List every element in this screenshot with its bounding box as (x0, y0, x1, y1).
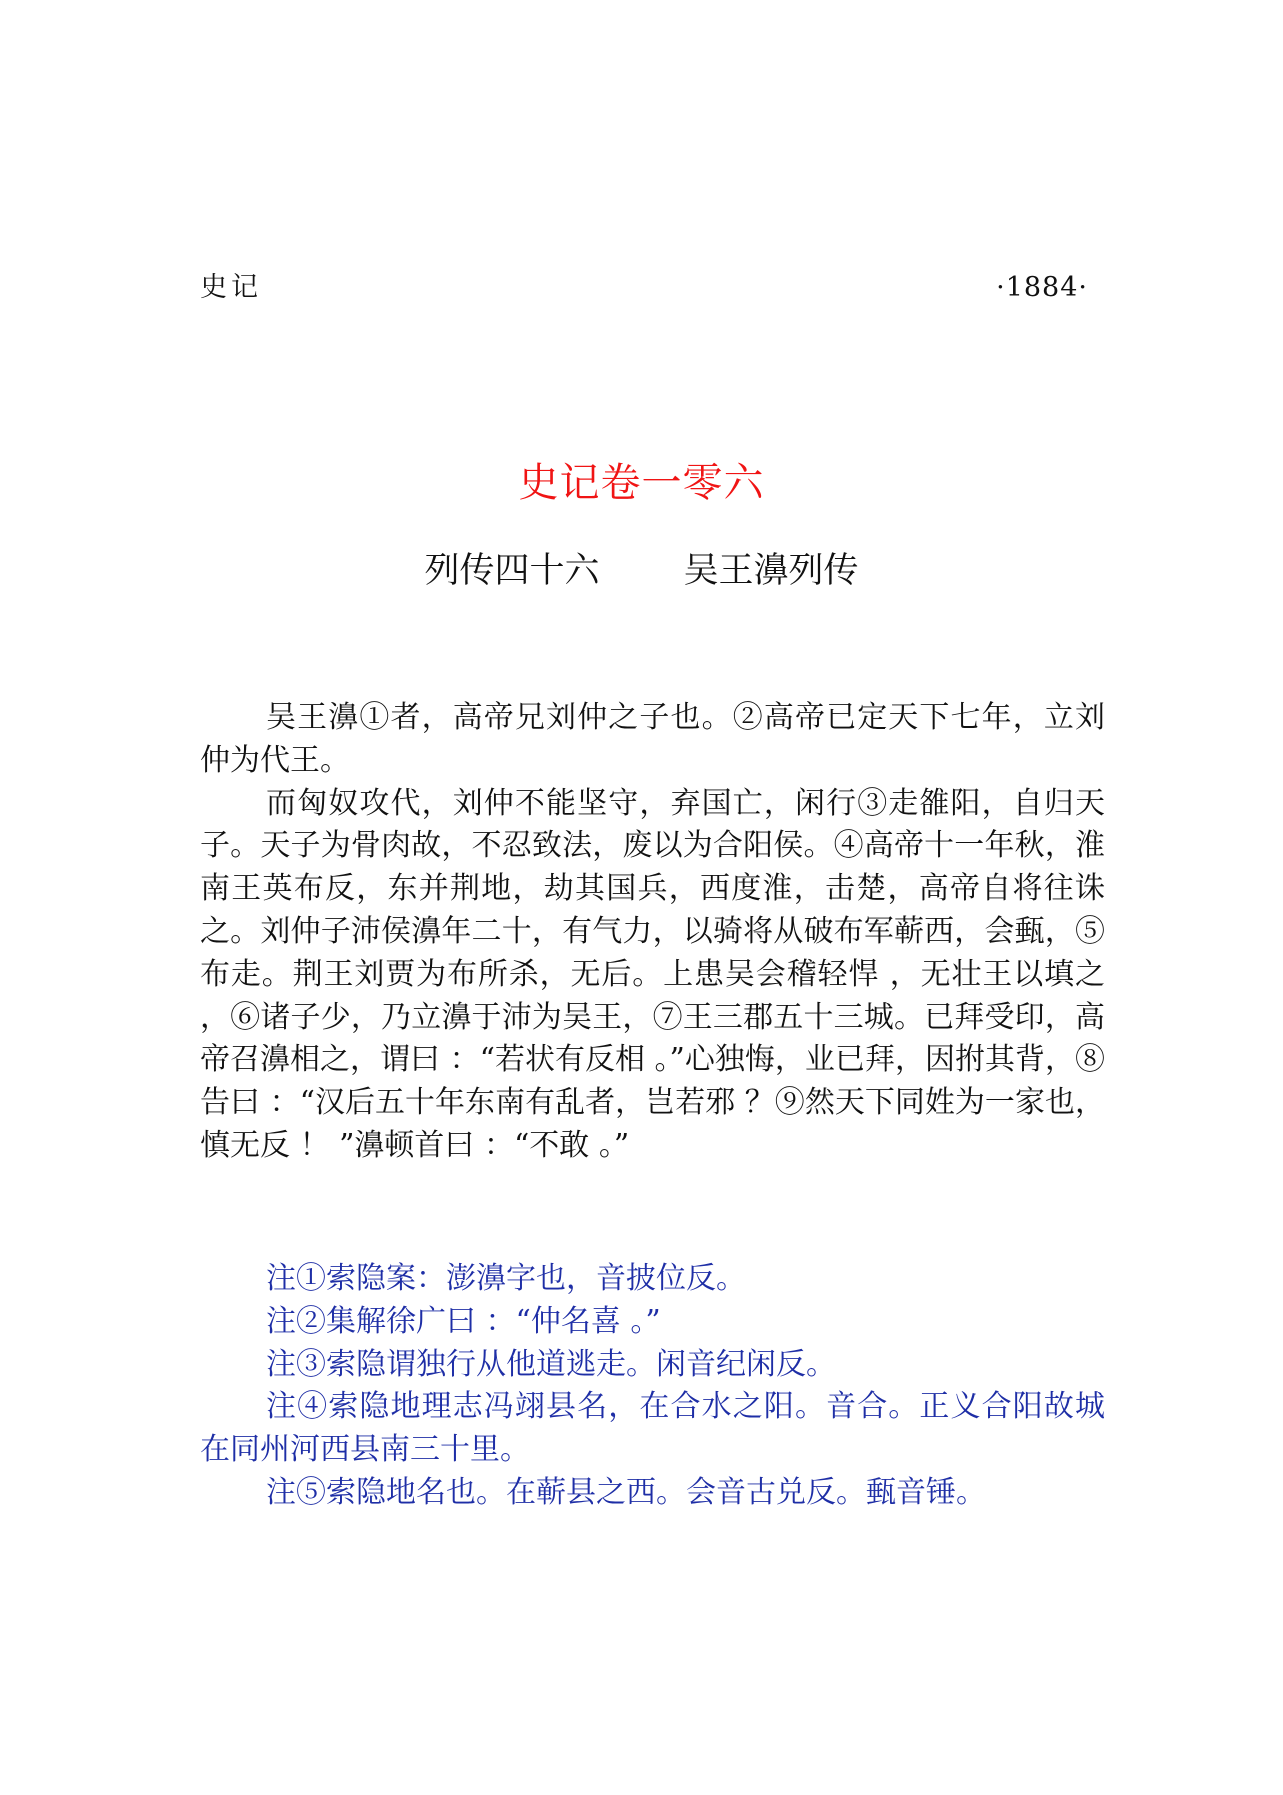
note-1: 注①索隐案：澎濞字也，音披位反。 (266, 1261, 746, 1296)
paragraph-1: 吴王濞①者，高帝兄刘仲之子也。②高帝已定天下七年，立刘仲为代王。 (200, 700, 1105, 778)
subtitle (0, 547, 1283, 595)
main-text (200, 697, 1105, 1168)
subtitle-name: 吴王濞列传 (683, 551, 859, 591)
note-5: 注⑤索隐地名也。在蕲县之西。会音古兑反。甀音锤。 (266, 1474, 986, 1510)
running-head (200, 268, 1088, 308)
paragraph-2: 而匈奴攻代，刘仲不能坚守，弃国亡，闲行③走雒阳，自归天子。天子为骨肉故，不忍致法，废以为合阳侯。④高帝十一年秋，淮南王英布反，东并荆地，劫其国兵，西度淮，击楚，高帝自将往诛之。刘仲子沛侯濞年二十，有气力，以骑将从破布军蕲西，会甀，⑤布走。荆王刘贾为布所杀，无后。上患吴会稽轻悍 ，无壮王以填之 ，⑥诸子少，乃立濞于沛为吴王，⑦王三郡五十三城。已拜受印，高帝召濞相之，谓曰 ：“若状有反相 。”心独悔，业已拜，因拊其背，⑧告曰 ：“汉后五十年东南有乱者，岂若邪 ？⑨然天下同姓为一家也，慎无反 ！ ”濞顿首曰 ：“不敢 。” (200, 785, 1105, 1163)
page-number: ·1884· (996, 272, 1088, 303)
note-2: 注②集解徐广曰 ：“仲名喜 。” (266, 1303, 661, 1339)
subtitle-series: 列传四十六 (424, 551, 600, 591)
note-4: 注④索隐地理志冯翊县名，在合水之阳。音合。正义合阳故城在同州河西县南三十里。 (200, 1389, 1105, 1468)
note-3: 注③索隐谓独行从他道逃走。闲音纪闲反。 (266, 1346, 836, 1382)
book-name: 史记 (200, 272, 262, 303)
annotation-notes (200, 1258, 1105, 1515)
chapter-title: 史记卷一零六 (518, 460, 765, 506)
